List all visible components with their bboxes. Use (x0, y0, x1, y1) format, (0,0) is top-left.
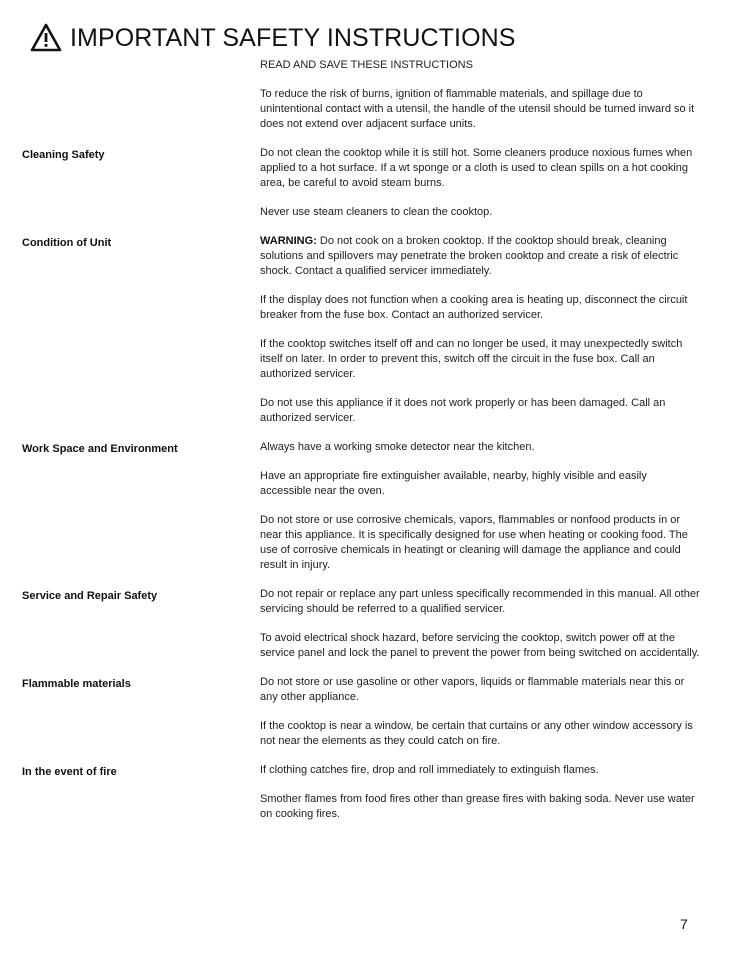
intro-heading: READ AND SAVE THESE INSTRUCTIONS (260, 59, 473, 71)
section-paragraph (260, 631, 700, 661)
paragraph-text: Do not use this appliance if it does not work properly or has been damaged. Call an authorized servicer. (260, 397, 666, 424)
paragraph-text: Have an appropriate fire extinguisher available, nearby, highly visible and easily accessible near the oven. (260, 470, 647, 497)
paragraph-text: Do not repair or replace any part unless specifically recommended in this manual. All other servicing should be referred to a qualified servicer. (260, 588, 700, 615)
sections-list (22, 146, 702, 836)
paragraph-text: If the cooktop switches itself off and can no longer be used, it may unexpectedly switch itself on later. In order to prevent this, switch off the circuit in the fuse box. Call an authorized servicer. (260, 338, 683, 380)
section-paragraph (260, 719, 700, 749)
paragraph-text: If the cooktop is near a window, be certain that curtains or any other window accessory is not near the elements as they could catch on fire. (260, 720, 693, 747)
section-paragraph (260, 792, 700, 822)
section-paragraph (260, 513, 700, 573)
paragraph-text: Do not clean the cooktop while it is still hot. Some cleaners produce noxious fumes when applied to a hot surface. If a wt sponge or a cloth is used to clean spills on a hot cooking area, be careful to avoid steam burns. (260, 147, 693, 189)
warning-triangle-icon (30, 23, 62, 53)
paragraph-text: Do not store or use gasoline or other vapors, liquids or flammable materials near this or any other appliance. (260, 676, 685, 703)
paragraph-text: Do not store or use corrosive chemicals, vapors, flammables or nonfood products in or near this appliance. It is specifically designed for use when heating or cooking food. The use of corrosive chemicals in heatingt or cleaning will damage the appliance and could result in injury. (260, 514, 688, 571)
section-work-space-and-environment (22, 440, 702, 587)
section-label: In the event of fire (22, 766, 117, 778)
section-paragraph (260, 205, 700, 220)
section-label: Condition of Unit (22, 237, 112, 249)
page-number: 7 (680, 916, 688, 932)
section-paragraph (260, 763, 700, 778)
section-label: Flammable materials (22, 678, 131, 690)
section-condition-of-unit (22, 234, 702, 440)
section-paragraph (260, 469, 700, 499)
document-body (22, 58, 702, 836)
section-paragraph (260, 337, 700, 382)
warning-lead: WARNING: (260, 235, 317, 247)
section-paragraph (260, 675, 700, 705)
paragraph-text: Smother flames from food fires other than grease fires with baking soda. Never use water on cooking fires. (260, 793, 695, 820)
section-body (260, 440, 700, 587)
paragraph-text: Always have a working smoke detector near the kitchen. (260, 441, 535, 453)
paragraph-text: If clothing catches fire, drop and roll immediately to extinguish flames. (260, 764, 599, 776)
section-label: Work Space and Environment (22, 443, 178, 455)
section-flammable-materials (22, 675, 702, 763)
section-body (260, 587, 700, 675)
section-body (260, 763, 700, 836)
section-paragraph (260, 146, 700, 191)
section-label: Service and Repair Safety (22, 590, 158, 602)
intro-paragraph: To reduce the risk of burns, ignition of flammable materials, and spillage due to unintentional contact with a utensil, the handle of the utensil should be turned inward so it does not extend over adjacent surface units. (260, 88, 695, 130)
section-body (260, 675, 700, 763)
section-paragraph (260, 440, 700, 455)
section-paragraph (260, 396, 700, 426)
section-service-and-repair-safety (22, 587, 702, 675)
section-body (260, 234, 700, 440)
paragraph-text: Never use steam cleaners to clean the cooktop. (260, 206, 493, 218)
section-body (260, 146, 700, 234)
paragraph-text: To avoid electrical shock hazard, before servicing the cooktop, switch power off at the service panel and lock the panel to prevent the power from being switched on accidentally. (260, 632, 700, 659)
section-label: Cleaning Safety (22, 149, 105, 161)
page-title: IMPORTANT SAFETY INSTRUCTIONS (70, 24, 516, 52)
paragraph-text: If the display does not function when a cooking area is heating up, disconnect the circuit breaker from the fuse box. Contact an authorized servicer. (260, 294, 688, 321)
section-paragraph (260, 234, 700, 279)
section-in-the-event-of-fire (22, 763, 702, 836)
section-paragraph (260, 293, 700, 323)
section-paragraph (260, 587, 700, 617)
page-header (30, 18, 516, 58)
section-cleaning-safety (22, 146, 702, 234)
paragraph-text: Do not cook on a broken cooktop. If the cooktop should break, cleaning solutions and spillovers may penetrate the broken cooktop and create a risk of electric shock. Contact a qualified servicer immediately. (260, 235, 679, 277)
